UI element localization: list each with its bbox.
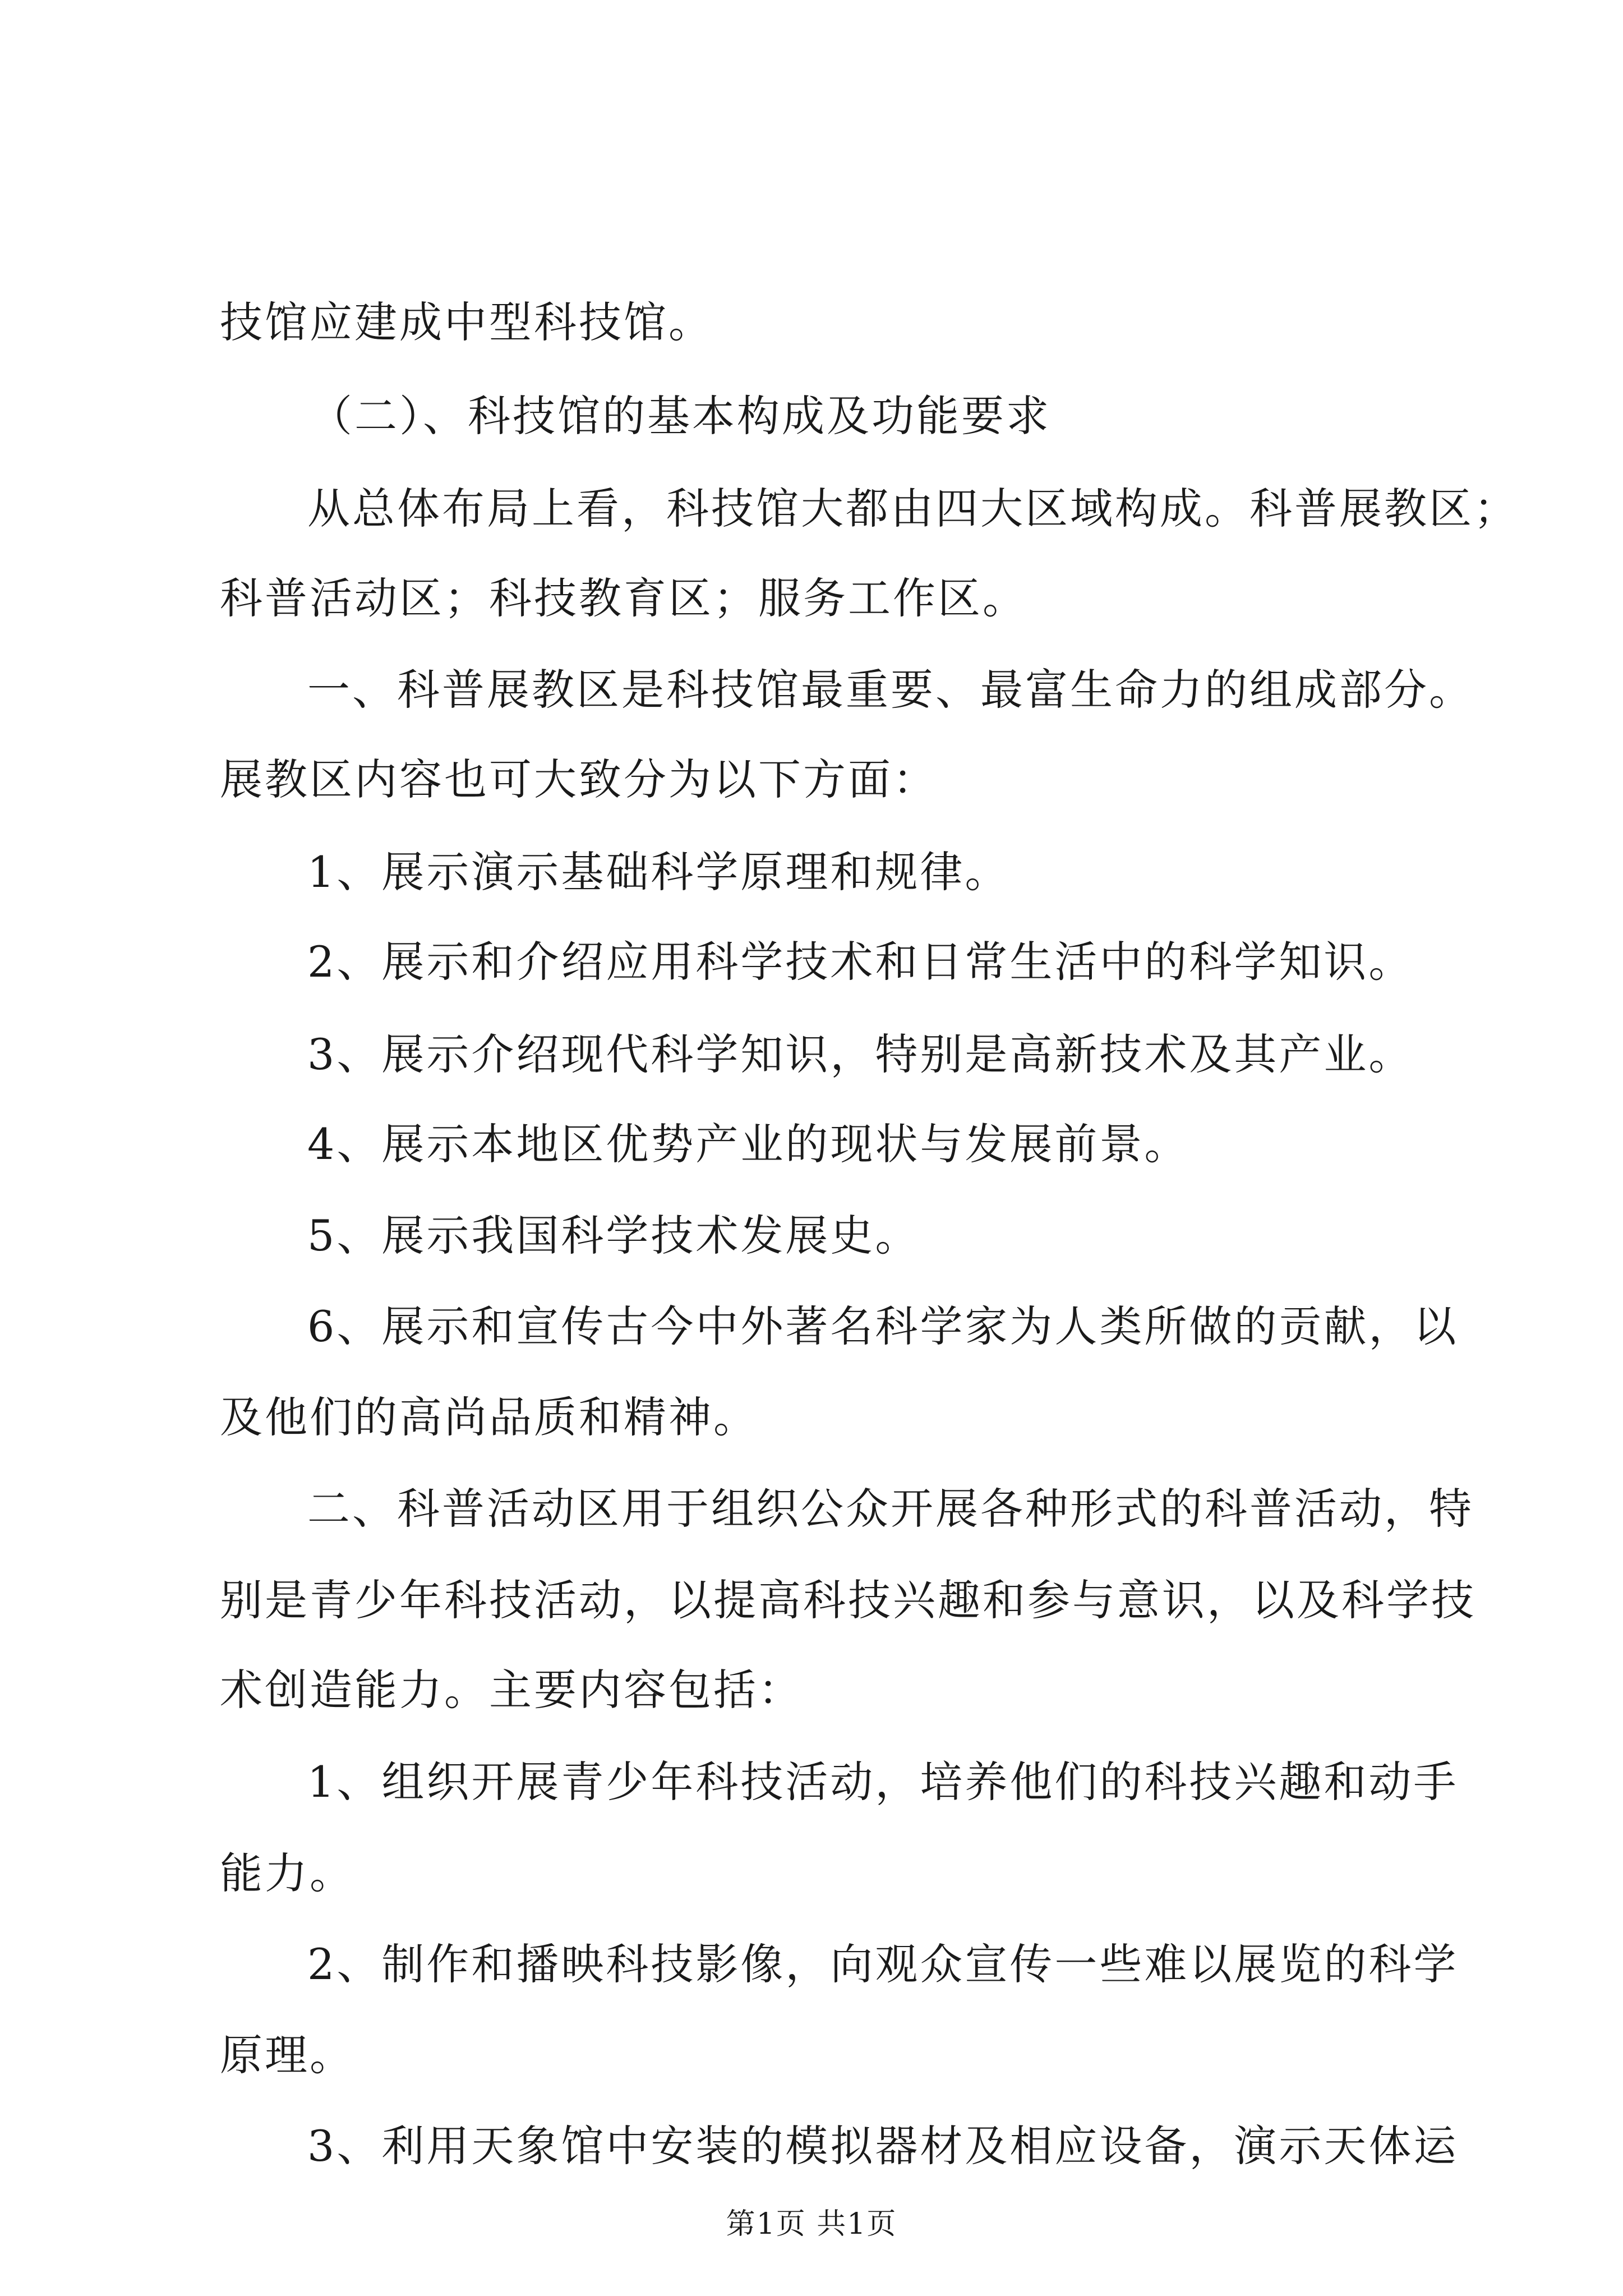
text-line: 原理。 — [220, 2030, 354, 2080]
text-line: 别是青少年科技活动，以提高科技兴趣和参与意识，以及科学技 — [220, 1575, 1476, 1625]
list-item: 1、展示演示基础科学原理和规律。 — [307, 847, 1010, 897]
text-line: 二、科普活动区用于组织公众开展各种形式的科普活动，特 — [307, 1484, 1474, 1534]
list-item: 6、展示和宣传古今中外著名科学家为人类所做的贡献，以 — [307, 1301, 1459, 1351]
text-line: 展教区内容也可大致分为以下方面： — [220, 754, 938, 804]
text-line: 术创造能力。主要内容包括： — [220, 1665, 803, 1715]
text-line: 及他们的高尚品质和精神。 — [220, 1392, 758, 1442]
list-item: 1、组织开展青少年科技活动，培养他们的科技兴趣和动手 — [307, 1757, 1459, 1807]
list-item: 4、展示本地区优势产业的现状与发展前景。 — [307, 1119, 1189, 1169]
section-heading: （二）、科技馆的基本构成及功能要求 — [310, 391, 1051, 441]
text-line: 从总体布局上看，科技馆大都由四大区域构成。科普展教区； — [307, 484, 1519, 533]
text-line: 科普活动区；科技教育区；服务工作区。 — [220, 573, 1027, 623]
list-item: 3、利用天象馆中安装的模拟器材及相应设备，演示天体运 — [307, 2121, 1459, 2171]
text-line: 一、科普展教区是科技馆最重要、最富生命力的组成部分。 — [307, 665, 1474, 715]
list-item: 2、制作和播映科技影像，向观众宣传一些难以展览的科学 — [307, 1939, 1459, 1989]
text-line: 能力。 — [220, 1848, 354, 1898]
list-item: 2、展示和介绍应用科学技术和日常生活中的科学知识。 — [307, 937, 1414, 987]
text-line: 技馆应建成中型科技馆。 — [220, 297, 713, 347]
list-item: 5、展示我国科学技术发展史。 — [307, 1211, 920, 1260]
list-item: 3、展示介绍现代科学知识，特别是高新技术及其产业。 — [307, 1029, 1414, 1079]
page-footer: 第1页 共1页 — [726, 2207, 897, 2241]
